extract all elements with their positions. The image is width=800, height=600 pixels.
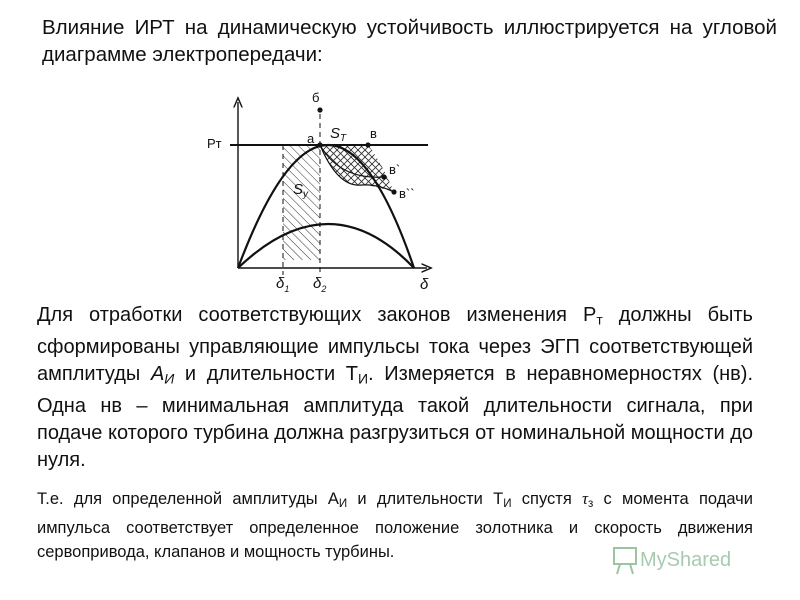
power-angle-diagram [190, 80, 450, 300]
delta2-label: $\delta_2$ [313, 275, 327, 294]
point-v-label: в [370, 126, 377, 141]
curve-fault [238, 224, 414, 268]
point-b-dot [317, 107, 322, 112]
presentation-icon [614, 548, 636, 574]
point-v2-label: в`` [399, 186, 415, 201]
watermark-logo [610, 544, 770, 578]
paragraph-2: Для отработки соответствующих законов изменения $Р_т$ должны быть сформированы управляющие импульсы тока через ЭГП соответствующей амплитуды $А_И$ и длительности $Т_И$. Измеряется в неравномерностях (нв). Одна нв – минимальная амплитуда такой длительности сигнала, при подаче которого турбина должна разгрузиться от номинальной мощности до нуля. [37, 304, 754, 472]
point-a-dot [317, 142, 322, 147]
st-label: $S_T$ [330, 125, 347, 144]
watermark-text: MyShared [640, 549, 732, 571]
point-b-label: б [312, 90, 320, 105]
point-v2-dot [391, 189, 396, 194]
point-v1-dot [381, 174, 386, 179]
point-v-dot [365, 142, 370, 147]
point-a-label: а [307, 131, 315, 146]
sy-label: $S_y$ [293, 181, 309, 200]
pt-label: Рт [207, 136, 222, 151]
area-sy [283, 145, 320, 260]
delta-axis-label: δ [420, 276, 429, 293]
delta1-label: $\delta_1$ [276, 275, 290, 294]
intro-text: Влияние ИРТ на динамическую устойчивость иллюстрируется на угловой диаграмме электропередачи: [42, 16, 777, 66]
point-v1-label: в` [389, 162, 401, 177]
curve-normal [238, 145, 414, 268]
paragraph-3: Т.е. для определенной амплитуды $А_И$ и длительности $Т_И$ спустя $\tau_з$ с момента подачи импульса соответствует определенное положение золотника и скорость движения сервопривода, клапанов и мощность турбины. [37, 489, 753, 561]
